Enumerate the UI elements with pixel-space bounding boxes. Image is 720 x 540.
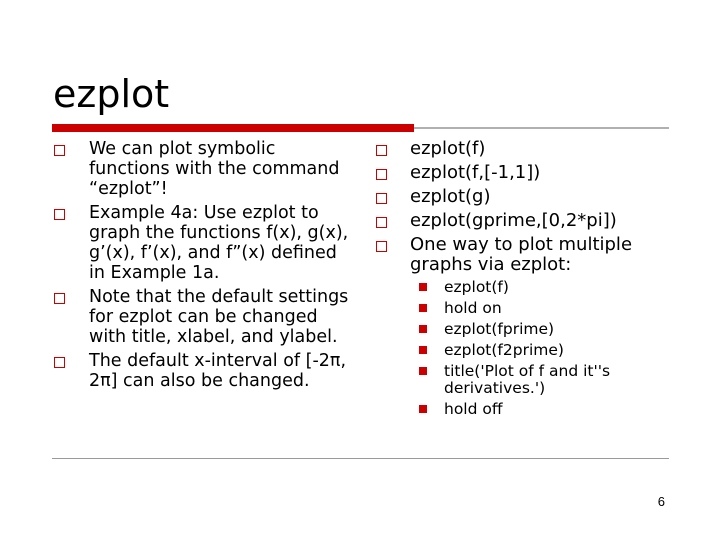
filled-square-bullet-icon: [419, 405, 427, 413]
hollow-square-bullet-icon: [376, 217, 387, 228]
bullet-text: One way to plot multiple graphs via ezplot:: [410, 234, 633, 275]
hollow-square-bullet-icon: [54, 293, 65, 304]
filled-square-bullet-icon: [419, 304, 427, 312]
bullet-text: ezplot(f): [410, 138, 486, 159]
title-underline-red: [52, 124, 414, 132]
title-underline-grey: [414, 127, 669, 129]
hollow-square-bullet-icon: [54, 357, 65, 368]
bullet-text: Note that the default settings for ezplot can be changed with title, xlabel, and ylabel.: [89, 287, 349, 347]
sub-bullet-text: title('Plot of f and it''s derivatives.'): [444, 362, 611, 397]
bullet-text: Example 4a: Use ezplot to graph the functions f(x), g(x), g’(x), f’(x), and f”(x) defined in Example 1a.: [89, 203, 349, 283]
bullet-item: [374, 163, 674, 183]
bullet-item: [52, 139, 357, 199]
sub-bullet-text: ezplot(f): [444, 278, 509, 296]
bullet-item: [52, 203, 357, 283]
sub-bullet-item: [410, 279, 674, 296]
slide-title: ezplot: [53, 72, 170, 116]
filled-square-bullet-icon: [419, 283, 427, 291]
right-bullet-list: [374, 139, 674, 422]
hollow-square-bullet-icon: [376, 193, 387, 204]
sub-bullet-text: ezplot(f2prime): [444, 341, 564, 359]
bullet-item: [374, 187, 674, 207]
sub-bullet-item: [410, 342, 674, 359]
page-number: 6: [657, 494, 665, 509]
bullet-item: [52, 351, 357, 391]
sub-bullet-item: [410, 401, 674, 418]
bullet-item: [52, 287, 357, 347]
bullet-text: ezplot(g): [410, 186, 491, 207]
hollow-square-bullet-icon: [376, 169, 387, 180]
filled-square-bullet-icon: [419, 346, 427, 354]
hollow-square-bullet-icon: [54, 209, 65, 220]
sub-bullet-list: [410, 279, 674, 418]
sub-bullet-item: [410, 300, 674, 317]
left-bullet-list: [52, 139, 357, 395]
bullet-text: We can plot symbolic functions with the command “ezplot”!: [89, 139, 340, 199]
bullet-item: [374, 235, 674, 418]
footer-divider: [52, 458, 669, 459]
bullet-text: ezplot(f,[-1,1]): [410, 162, 541, 183]
sub-bullet-text: hold off: [444, 400, 503, 418]
bullet-item: [374, 211, 674, 231]
sub-bullet-text: hold on: [444, 299, 502, 317]
filled-square-bullet-icon: [419, 325, 427, 333]
bullet-text: The default x-interval of [-2π, 2π] can also be changed.: [89, 351, 347, 391]
sub-bullet-item: [410, 363, 674, 397]
sub-bullet-item: [410, 321, 674, 338]
bullet-item: [374, 139, 674, 159]
filled-square-bullet-icon: [419, 367, 427, 375]
sub-bullet-text: ezplot(fprime): [444, 320, 555, 338]
hollow-square-bullet-icon: [376, 241, 387, 252]
hollow-square-bullet-icon: [54, 145, 65, 156]
bullet-text: ezplot(gprime,[0,2*pi]): [410, 210, 617, 231]
hollow-square-bullet-icon: [376, 145, 387, 156]
